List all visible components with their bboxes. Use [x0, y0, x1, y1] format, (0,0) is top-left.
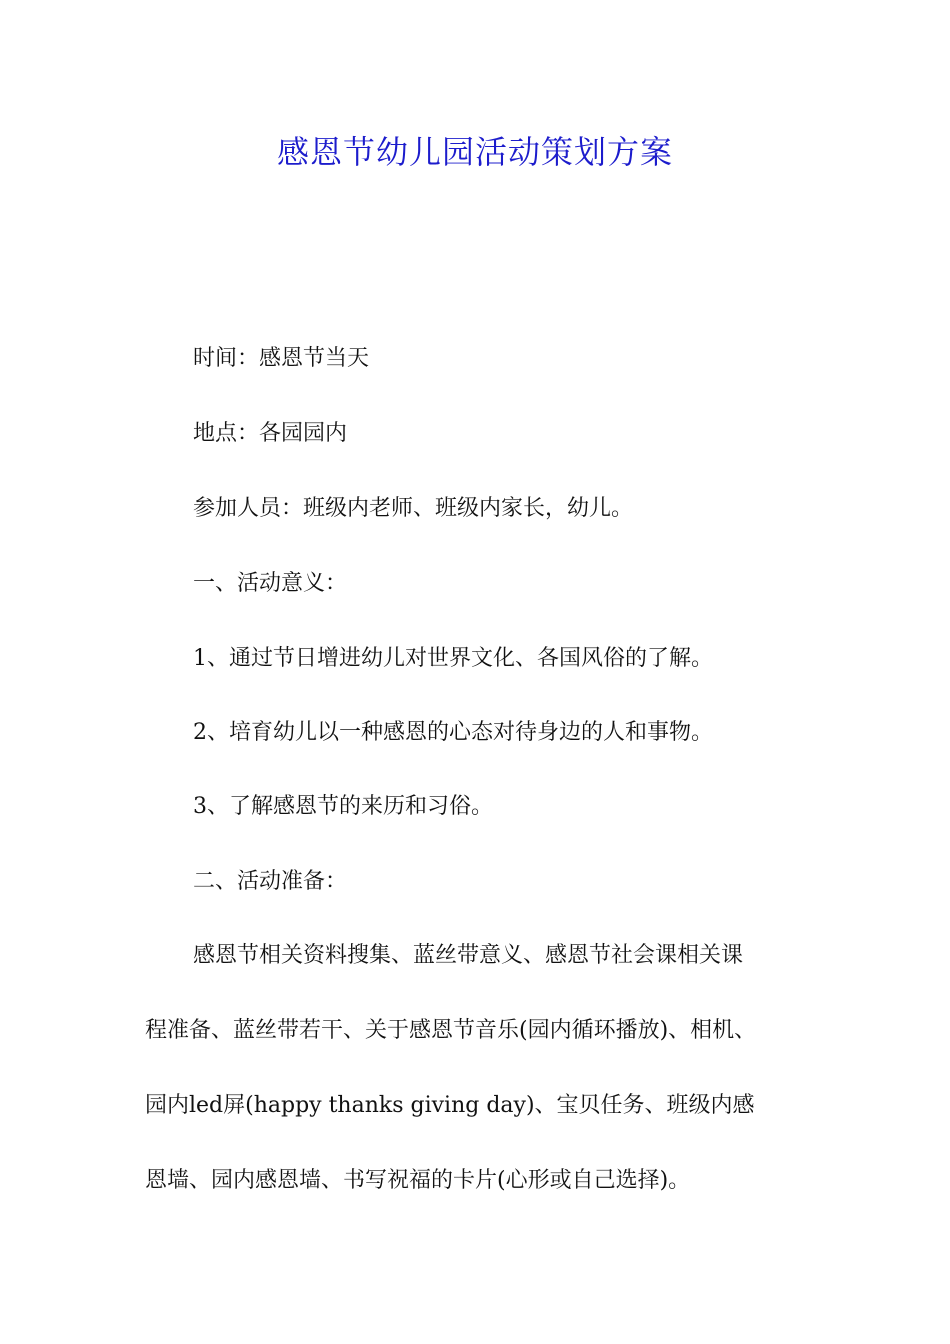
paragraph-location: 地点：各园园内: [193, 421, 348, 446]
section-heading-preparation: 二、活动准备：: [193, 869, 348, 894]
paragraph-preparation-line-2: 程准备、蓝丝带若干、关于感恩节音乐(园内循环播放)、相机、: [145, 1018, 757, 1043]
document-title: 感恩节幼儿园活动策划方案: [276, 133, 673, 171]
paragraph-preparation-line-4: 恩墙、园内感恩墙、书写祝福的卡片(心形或自己选择)。: [145, 1168, 691, 1193]
paragraph-time: 时间：感恩节当天: [193, 346, 370, 371]
paragraph-participants: 参加人员：班级内老师、班级内家长，幼儿。: [193, 496, 634, 521]
paragraph-preparation-line-3: 园内led屏(happy thanks giving day)、宝贝任务、班级内感: [145, 1093, 755, 1118]
paragraph-preparation-line-1: 感恩节相关资料搜集、蓝丝带意义、感恩节社会课相关课: [193, 943, 744, 968]
section-heading-significance: 一、活动意义：: [193, 571, 348, 596]
list-item-2: 2、培育幼儿以一种感恩的心态对待身边的人和事物。: [193, 720, 713, 745]
list-item-3: 3、了解感恩节的来历和习俗。: [193, 794, 493, 819]
list-item-1: 1、通过节日增进幼儿对世界文化、各国风俗的了解。: [193, 646, 713, 671]
